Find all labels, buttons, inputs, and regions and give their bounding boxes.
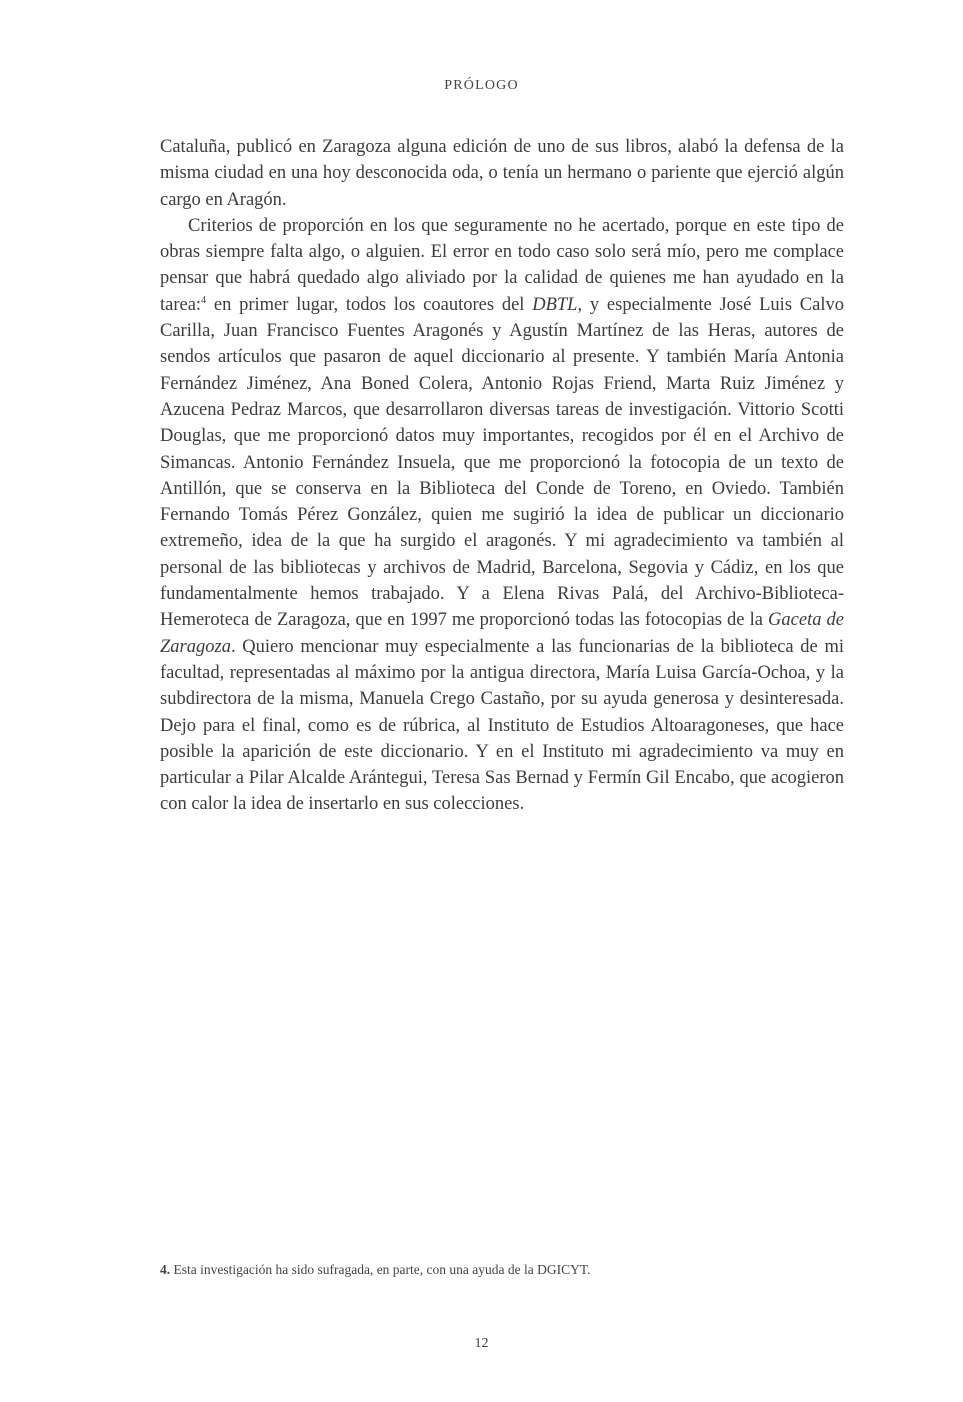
footnote: [160, 1262, 844, 1278]
running-head: PRÓLOGO: [444, 78, 519, 93]
dbtl-title: DBTL: [532, 294, 578, 315]
gaceta-title: Gaceta de Zaragoza: [160, 610, 844, 657]
body-text: [160, 134, 844, 818]
footnote-number: 4.: [160, 1262, 171, 1277]
paragraph-1: Cataluña, publicó en Zaragoza alguna edición de uno de sus libros, alabó la defensa de la misma ciudad en una hoy desconocida oda, o tenía un hermano o pariente que ejerció algún cargo en Aragón.: [160, 137, 844, 210]
footnote-reference: 4: [201, 294, 207, 306]
page-number: 12: [474, 1336, 489, 1351]
paragraph-2-text-c: , y especialmente José Luis Calvo Carilla, Juan Francisco Fuentes Aragonés y Agustín Martínez de las Heras, autores de sendos artículos que pasaron de aquel diccionario al presente. Y también María Antonia Fernández Jiménez, Ana Boned Colera, Antonio Rojas Friend, Marta Ruiz Jiménez y Azucena Pedraz Marcos, que desarrollaron diversas tareas de investigación. Vittorio Scotti Douglas, que me proporcionó datos muy importantes, recogidos por él en el Archivo de Simancas. Antonio Fernández Insuela, que me proporcionó la fotocopia de un texto de Antillón, que se conserva en la Biblioteca del Conde de Toreno, en Oviedo. También Fernando Tomás Pérez González, quien me sugirió la idea de publicar un diccionario extremeño, idea de la que ha surgido el aragonés. Y mi agradecimiento va también al personal de las bibliotecas y archivos de Madrid, Barcelona, Segovia y Cádiz, en los que fundamentalmente hemos trabajado. Y a Elena Rivas Palá, del Archivo-Biblioteca-Hemeroteca de Zaragoza, que en 1997 me proporcionó todas las fotocopias de la: [160, 294, 844, 631]
footnote-text: Esta investigación ha sido sufragada, en parte, con una ayuda de la DGICYT.: [170, 1262, 591, 1277]
paragraph-2-text-b: en primer lugar, todos los coautores del: [206, 294, 533, 315]
paragraph-2-text-a: Criterios de proporción en los que seguramente no he acertado, porque en este tipo de obras siempre falta algo, o alguien. El error en todo caso solo será mío, pero me complace pensar que habrá quedado algo aliviado por la calidad de quienes me han ayudado en la tarea:: [160, 215, 844, 315]
paragraph-2-text-d: . Quiero mencionar muy especialmente a las funcionarias de la biblioteca de mi facultad, representadas al máximo por la antigua directora, María Luisa García-Ochoa, y la subdirectora de la misma, Manuela Crego Castaño, por su ayuda generosa y desinteresada. Dejo para el final, como es de rúbrica, al Instituto de Estudios Altoaragoneses, que hace posible la aparición de este diccionario. Y en el Instituto mi agradecimiento va muy en particular a Pilar Alcalde Arántegui, Teresa Sas Bernad y Fermín Gil Encabo, que acogieron con calor la idea de insertarlo en sus colecciones.: [160, 636, 844, 815]
paragraph-2: [160, 213, 844, 818]
